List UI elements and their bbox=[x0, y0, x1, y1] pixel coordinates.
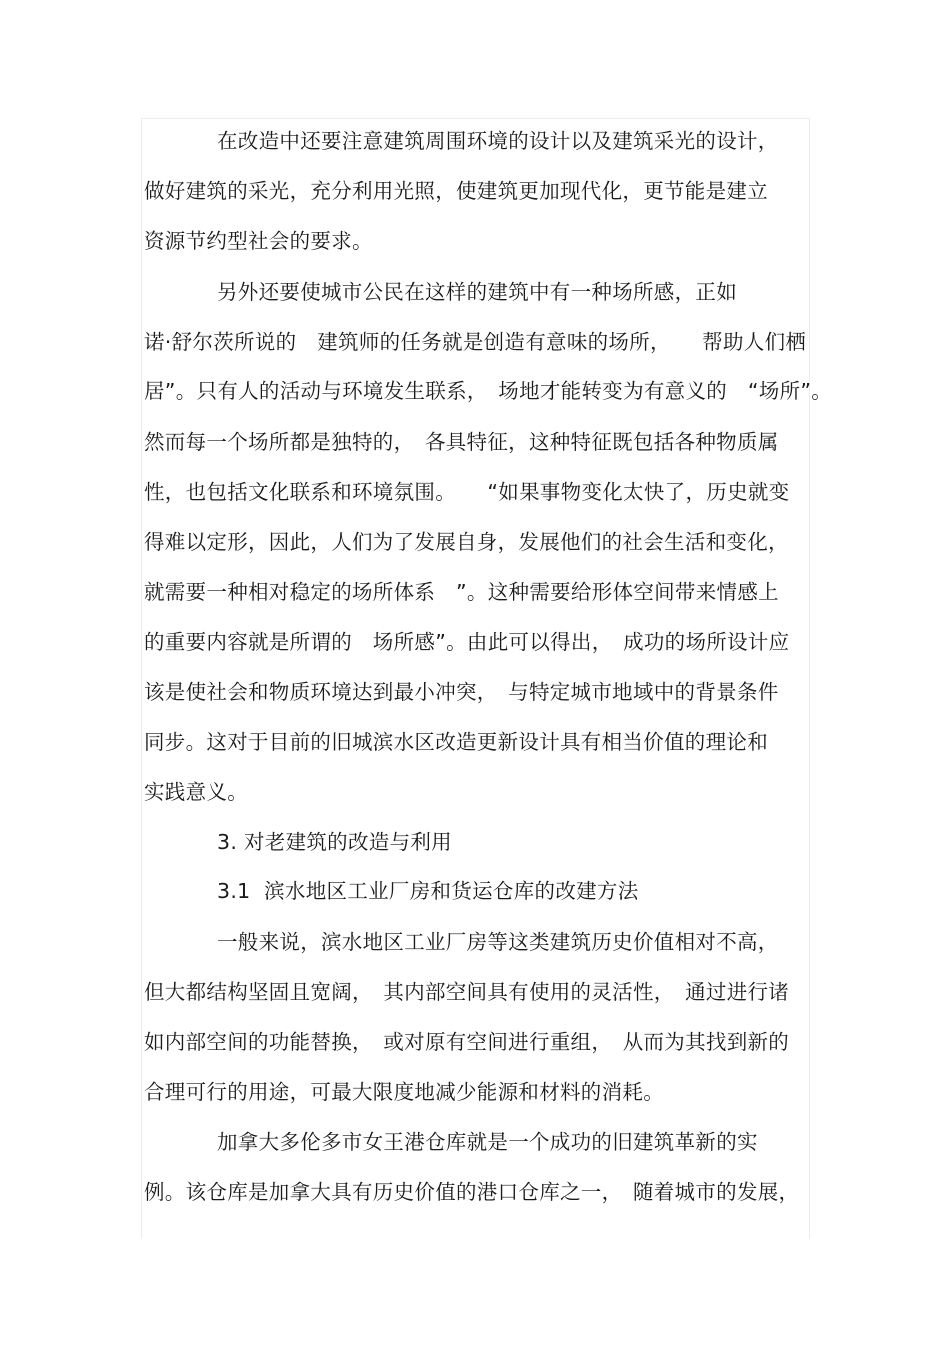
text-line: 诺·舒尔茨所说的 建筑师的任务就是创造有意味的场所， 帮助人们栖 bbox=[144, 330, 807, 354]
text-line: 就需要一种相对稳定的场所体系 ”。这种需要给形体空间带来情感上 bbox=[144, 580, 779, 604]
text-line: 一般来说，滨水地区工业厂房等这类建筑历史价值相对不高， bbox=[217, 930, 779, 954]
text-line: 资源节约型社会的要求。 bbox=[144, 229, 373, 253]
text-line: 但大都结构坚固且宽阔， 其内部空间具有使用的灵活性， 通过进行诸 bbox=[144, 980, 790, 1004]
text-line: 合理可行的用途，可最大限度地减少能源和材料的消耗。 bbox=[144, 1080, 664, 1104]
text-line: 实践意义。 bbox=[144, 780, 248, 804]
text-line: 另外还要使城市公民在这样的建筑中有一种场所感，正如 bbox=[217, 280, 737, 304]
text-line: 得难以定形，因此，人们为了发展自身，发展他们的社会生活和变化， bbox=[144, 530, 789, 554]
subsection-heading: 3.1 滨水地区工业厂房和货运仓库的改建方法 bbox=[217, 879, 639, 903]
text-line: 加拿大多伦多市女王港仓库就是一个成功的旧建筑革新的实 bbox=[217, 1130, 758, 1154]
text-line: 在改造中还要注意建筑周围环境的设计以及建筑采光的设计， bbox=[217, 129, 779, 153]
section-heading: 3. 对老建筑的改造与利用 bbox=[217, 830, 452, 854]
text-line: 例。该仓库是加拿大具有历史价值的港口仓库之一， 随着城市的发展， bbox=[144, 1180, 800, 1204]
text-line: 该是使社会和物质环境达到最小冲突， 与特定城市地域中的背景条件 bbox=[144, 680, 779, 704]
text-line: 如内部空间的功能替换， 或对原有空间进行重组， 从而为其找到新的 bbox=[144, 1030, 790, 1054]
text-line: 做好建筑的采光，充分利用光照，使建筑更加现代化，更节能是建立 bbox=[144, 179, 768, 203]
text-line: 同步。这对于目前的旧城滨水区改造更新设计具有相当价值的理论和 bbox=[144, 730, 768, 754]
text-line: 的重要内容就是所谓的 场所感”。由此可以得出， 成功的场所设计应 bbox=[144, 630, 790, 654]
text-line: 居”。只有人的活动与环境发生联系， 场地才能转变为有意义的 “场所”。 bbox=[144, 379, 833, 403]
text-line: 然而每一个场所都是独特的， 各具特征，这种特征既包括各种物质属 bbox=[144, 430, 779, 454]
text-line: 性，也包括文化联系和环境氛围。 “如果事物变化太快了，历史就变 bbox=[144, 480, 790, 504]
